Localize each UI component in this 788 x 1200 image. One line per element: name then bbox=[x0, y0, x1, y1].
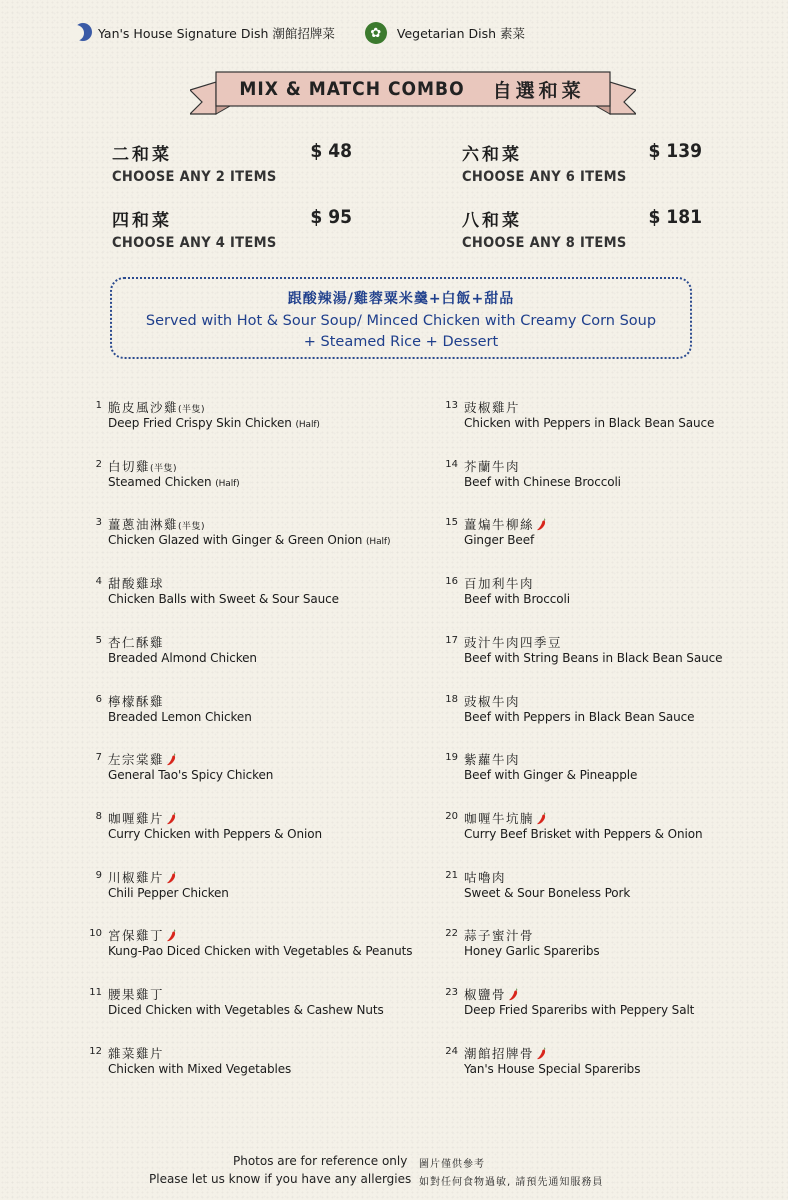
banner-title-zh: 自選和菜 bbox=[492, 79, 585, 102]
menu-item-number: 18 bbox=[445, 693, 458, 705]
menu-item-name-en: Beef with String Beans in Black Bean Sauce bbox=[464, 650, 723, 665]
legend bbox=[74, 22, 555, 44]
menu-item-name-zh: 豉汁牛肉四季豆 bbox=[464, 634, 563, 650]
chili-pepper-icon bbox=[536, 811, 547, 825]
legend-vegetarian-label: Vegetarian Dish 素菜 bbox=[396, 26, 525, 41]
menu-item-name-zh: 蒜子蜜汁骨 bbox=[464, 928, 535, 944]
menu-item-number: 19 bbox=[445, 752, 458, 764]
menu-item-name-zh: 甜酸雞球 bbox=[108, 576, 165, 592]
chili-pepper-icon bbox=[166, 870, 177, 884]
combo-name-en: CHOOSE ANY 4 ITEMS bbox=[112, 235, 277, 251]
menu-item-number: 16 bbox=[445, 576, 458, 588]
combo-name-zh: 二和菜 bbox=[112, 145, 172, 165]
combo-name-en: CHOOSE ANY 2 ITEMS bbox=[112, 169, 277, 185]
combo-price: $ 48 bbox=[310, 140, 352, 162]
spicy-marker bbox=[164, 870, 177, 885]
menu-item-number: 24 bbox=[445, 1045, 458, 1057]
menu-item-name-zh: 潮館招牌骨 bbox=[464, 1045, 535, 1061]
menu-item-name-en: Diced Chicken with Vegetables & Cashew Nuts bbox=[108, 1003, 384, 1017]
menu-item-name-en: Chicken Balls with Sweet & Sour Sauce bbox=[108, 592, 339, 607]
menu-item-number: 14 bbox=[445, 458, 458, 470]
menu-item-size-en: (Half) bbox=[215, 478, 240, 489]
menu-item-number: 6 bbox=[95, 693, 102, 705]
menu-item-name-en: Beef with Ginger & Pineapple bbox=[464, 768, 638, 783]
menu-item-name-en: Steamed Chicken bbox=[108, 474, 212, 489]
menu-item-name-en: Breaded Lemon Chicken bbox=[108, 709, 252, 724]
photos-note-en: Photos are for reference only bbox=[233, 1154, 408, 1168]
spicy-marker bbox=[164, 752, 177, 767]
combo-name-en: CHOOSE ANY 8 ITEMS bbox=[462, 235, 627, 251]
menu-item-size-en: (Half) bbox=[365, 537, 391, 548]
menu-item-name-en: Deep Fried Spareribs with Peppery Salt bbox=[464, 1003, 695, 1017]
menu-item-name-en: Curry Chicken with Peppers & Onion bbox=[108, 826, 322, 841]
menu-item-name-zh: 椒鹽骨 bbox=[464, 987, 507, 1002]
menu-item-name-en: Deep Fried Crispy Skin Chicken bbox=[108, 416, 292, 430]
combo-name-en: CHOOSE ANY 6 ITEMS bbox=[462, 169, 627, 185]
menu-item-name-en: Chicken with Mixed Vegetables bbox=[108, 1061, 292, 1076]
menu-item-size-zh: (半隻) bbox=[178, 405, 206, 415]
note-line-en: Served with Hot & Sour Soup/ Minced Chicken with Creamy Corn Soup bbox=[145, 313, 657, 329]
combo-4 bbox=[112, 206, 352, 251]
menu-item-size-zh: (半隻) bbox=[178, 522, 206, 533]
menu-item-number: 21 bbox=[445, 869, 458, 881]
combo-6 bbox=[462, 140, 702, 185]
menu-item-name-zh: 薑蔥油淋雞 bbox=[108, 517, 179, 533]
menu-item-number: 22 bbox=[445, 928, 458, 940]
menu-item-name-en: Honey Garlic Spareribs bbox=[464, 944, 600, 959]
menu-item-number: 11 bbox=[89, 987, 102, 998]
chili-pepper-icon bbox=[166, 928, 177, 942]
allergy-note-en: Please let us know if you have any allergies bbox=[149, 1172, 412, 1186]
combo-includes-note bbox=[110, 277, 692, 359]
combo-2 bbox=[112, 140, 352, 185]
menu-item-number: 9 bbox=[95, 869, 102, 881]
spicy-marker bbox=[534, 517, 547, 532]
spicy-marker bbox=[534, 1046, 547, 1061]
spicy-marker bbox=[534, 811, 547, 826]
menu-item-name-en: Curry Beef Brisket with Peppers & Onion bbox=[464, 826, 703, 841]
menu-item-number: 12 bbox=[89, 1045, 102, 1057]
menu-item-name-en: Chicken Glazed with Ginger & Green Onion bbox=[108, 533, 363, 548]
menu-item-name-zh: 薑煸牛柳絲 bbox=[464, 517, 535, 533]
chili-pepper-icon bbox=[166, 811, 177, 825]
menu-item-name-zh: 咖喱牛坑腩 bbox=[464, 810, 535, 826]
menu-item-name-zh: 宮保雞丁 bbox=[108, 928, 165, 944]
menu-item-name-zh: 豉椒雞片 bbox=[464, 400, 521, 415]
chili-pepper-icon bbox=[508, 987, 519, 1001]
chili-pepper-icon bbox=[536, 517, 547, 531]
combo-name-zh: 六和菜 bbox=[462, 145, 522, 165]
menu-item-name-en: Kung-Pao Diced Chicken with Vegetables & Peanuts bbox=[108, 944, 413, 959]
menu-item-name-en: Ginger Beef bbox=[464, 533, 535, 548]
menu-item-name-zh: 左宗棠雞 bbox=[108, 752, 165, 768]
menu-item-name-zh: 川椒雞片 bbox=[108, 869, 165, 885]
menu-item-name-en: Breaded Almond Chicken bbox=[108, 650, 257, 665]
menu-item-name-en: Chicken with Peppers in Black Bean Sauce bbox=[464, 416, 715, 430]
menu-item-name-en: Yan's House Special Spareribs bbox=[464, 1061, 641, 1076]
menu-item-name-zh: 雜菜雞片 bbox=[108, 1045, 165, 1061]
menu-item-name-zh: 咕嚕肉 bbox=[464, 869, 507, 885]
legend-signature-label: Yan's House Signature Dish 潮館招牌菜 bbox=[98, 26, 335, 41]
combo-name-zh: 四和菜 bbox=[112, 211, 172, 231]
menu-item-number: 3 bbox=[95, 517, 102, 529]
moon-icon bbox=[74, 23, 88, 43]
menu-item-name-zh: 咖喱雞片 bbox=[108, 810, 165, 826]
spicy-marker bbox=[164, 811, 177, 826]
menu-item-number: 13 bbox=[445, 400, 458, 411]
menu-item-name-en: Chili Pepper Chicken bbox=[108, 885, 229, 900]
combo-price: $ 139 bbox=[648, 140, 702, 162]
menu-item-name-en: Beef with Chinese Broccoli bbox=[464, 474, 621, 489]
banner-title bbox=[216, 72, 608, 106]
menu-item-number: 20 bbox=[445, 810, 458, 822]
legend-vegetarian bbox=[365, 22, 525, 44]
photos-note-zh: 圖片僅供參考 bbox=[419, 1159, 485, 1170]
menu-item-name-zh: 腰果雞丁 bbox=[108, 987, 165, 1002]
menu-item-number: 17 bbox=[445, 634, 458, 646]
menu-item-number: 7 bbox=[95, 752, 102, 764]
combo-price: $ 181 bbox=[648, 206, 702, 228]
banner-title-en: MIX & MATCH COMBO bbox=[239, 78, 465, 100]
note-line-zh: 跟酸辣湯/雞蓉粟米羹+白飯+甜品 bbox=[287, 291, 515, 307]
menu-item-size-en: (Half) bbox=[295, 420, 320, 430]
menu-item-name-zh: 白切雞 bbox=[108, 458, 151, 474]
menu-item-name-zh: 百加利牛肉 bbox=[464, 576, 535, 592]
menu-item-name-zh: 豉椒牛肉 bbox=[464, 693, 521, 709]
chili-pepper-icon bbox=[166, 752, 177, 766]
note-line-en-2: + Steamed Rice + Dessert bbox=[303, 334, 499, 350]
menu-item-name-en: General Tao's Spicy Chicken bbox=[108, 768, 274, 783]
combo-price: $ 95 bbox=[310, 206, 352, 228]
menu-item-size-zh: (半隻) bbox=[150, 463, 178, 474]
menu-item-name-en: Sweet & Sour Boneless Pork bbox=[464, 885, 631, 900]
combo-8 bbox=[462, 206, 702, 251]
spicy-marker bbox=[506, 987, 519, 1002]
leaf-icon: ✿ bbox=[365, 22, 387, 44]
menu-item-number: 1 bbox=[95, 400, 102, 411]
combo-name-zh: 八和菜 bbox=[462, 211, 522, 231]
menu-item-name-zh: 杏仁酥雞 bbox=[108, 634, 165, 650]
menu-item-number: 10 bbox=[89, 928, 102, 940]
menu-item-name-zh: 芥蘭牛肉 bbox=[464, 458, 521, 474]
section-banner bbox=[190, 68, 636, 120]
menu-item-name-en: Beef with Broccoli bbox=[464, 592, 570, 607]
menu-item-name-zh: 脆皮風沙雞 bbox=[108, 400, 179, 415]
menu-item-name-zh: 檸檬酥雞 bbox=[108, 693, 165, 709]
legend-signature bbox=[74, 23, 335, 43]
menu-item-number: 2 bbox=[95, 458, 102, 470]
chili-pepper-icon bbox=[536, 1046, 547, 1060]
menu-item-number: 15 bbox=[445, 517, 458, 529]
menu-item-name-zh: 紫蘿牛肉 bbox=[464, 752, 521, 768]
allergy-note-zh: 如對任何食物過敏, 請預先通知服務員 bbox=[419, 1177, 604, 1188]
spicy-marker bbox=[164, 928, 177, 943]
menu-item-number: 4 bbox=[95, 576, 102, 588]
menu-item-number: 23 bbox=[445, 987, 458, 998]
menu-item-number: 8 bbox=[95, 810, 102, 822]
menu-item-number: 5 bbox=[95, 634, 102, 646]
menu-item-name-en: Beef with Peppers in Black Bean Sauce bbox=[464, 709, 695, 724]
